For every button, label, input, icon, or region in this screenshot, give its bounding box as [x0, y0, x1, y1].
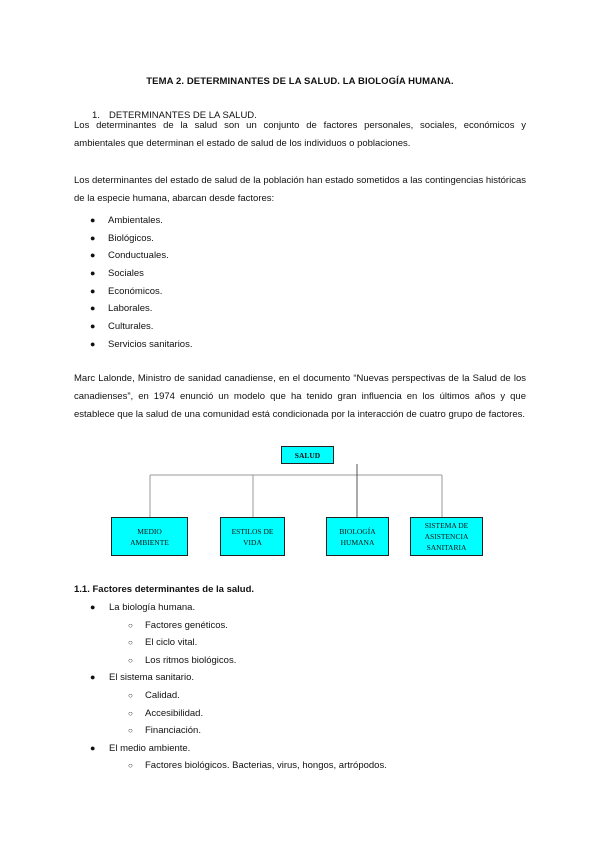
circle-bullet-icon: ○ — [128, 708, 133, 718]
section-title: DETERMINANTES DE LA SALUD. — [109, 110, 257, 121]
bullet-icon: ● — [90, 303, 96, 314]
circle-bullet-icon: ○ — [128, 690, 133, 700]
bullet-icon: ● — [90, 672, 96, 683]
circle-bullet-icon: ○ — [128, 655, 133, 665]
bullet-icon: ● — [90, 602, 96, 612]
list-item: ○ Factores genéticos. — [74, 617, 387, 635]
paragraph-definition: Los determinantes de la salud son un conjunto de factores personales, sociales, económicos y ambientales que determinan el estado de salud de los individuos o poblaciones. — [74, 120, 526, 149]
list-item: ○ Los ritmos biológicos. — [74, 652, 387, 670]
list-item: ● Económicos. — [74, 283, 192, 301]
bullet-icon: ● — [90, 285, 96, 296]
bullet-icon: ● — [90, 268, 96, 279]
bullet-icon: ● — [90, 232, 96, 243]
paragraph-lalonde: Marc Lalonde, Ministro de sanidad canadiense, en el documento “Nuevas perspectivas de la Salud de los canadienses”, en 1974 enunció un modelo que ha tenido gran influencia en los últimos años y que establece que la salud de una comunidad está condicionada por la interacción de cuatro grupo de factores. — [74, 373, 526, 420]
diagram-node-medio-ambiente: MEDIO AMBIENTE — [111, 517, 188, 556]
circle-bullet-icon: ○ — [128, 761, 133, 771]
list-item: ● Servicios sanitarios. — [74, 336, 192, 354]
list-item: ● Sociales — [74, 265, 192, 283]
bullet-icon: ● — [90, 742, 96, 753]
subsection-heading: 1.1. Factores determinantes de la salud. — [74, 584, 255, 595]
list-item: ● Biológicos. — [74, 230, 192, 248]
bullet-icon: ● — [90, 338, 96, 349]
list-item: ○ Calidad. — [74, 687, 387, 705]
list-item: ● Culturales. — [74, 318, 192, 336]
list-item: ○ Financiación. — [74, 722, 387, 740]
diagram-node-biologia-humana: BIOLOGÍA HUMANA — [326, 517, 389, 556]
document-title: TEMA 2. DETERMINANTES DE LA SALUD. LA BIOLOGÍA HUMANA. — [146, 76, 454, 87]
diagram-node-estilos-de-vida: ESTILOS DE VIDA — [220, 517, 285, 556]
list-item: ● Conductuales. — [74, 247, 192, 265]
bullet-icon: ● — [90, 321, 96, 332]
list-item: ○ El ciclo vital. — [74, 634, 387, 652]
list-item: ● El medio ambiente. — [74, 740, 387, 758]
bullet-icon: ● — [90, 215, 96, 225]
list-item: ● El sistema sanitario. — [74, 669, 387, 687]
circle-bullet-icon: ○ — [128, 726, 133, 736]
diagram-connectors — [150, 464, 442, 517]
list-item: ● Ambientales. — [74, 212, 192, 230]
list-item: ● Laborales. — [74, 300, 192, 318]
list-item: ○ Factores biológicos. Bacterias, virus, hongos, artrópodos. — [74, 757, 387, 775]
list-item: ● La biología humana. — [74, 599, 387, 617]
list-item: ○ Accesibilidad. — [74, 705, 387, 723]
bullet-icon: ● — [90, 250, 96, 261]
circle-bullet-icon: ○ — [128, 620, 133, 630]
section-number: 1. — [92, 110, 100, 121]
diagram-node-sistema-asistencia: SISTEMA DE ASISTENCIA SANITARIA — [410, 517, 483, 556]
circle-bullet-icon: ○ — [128, 638, 133, 648]
paragraph-history: Los determinantes del estado de salud de la población han estado sometidos a las contingencias históricas de la especie humana, abarcan desde factores: — [74, 175, 526, 204]
determinants-tree — [74, 599, 387, 775]
diagram-root-salud: SALUD — [281, 446, 334, 464]
